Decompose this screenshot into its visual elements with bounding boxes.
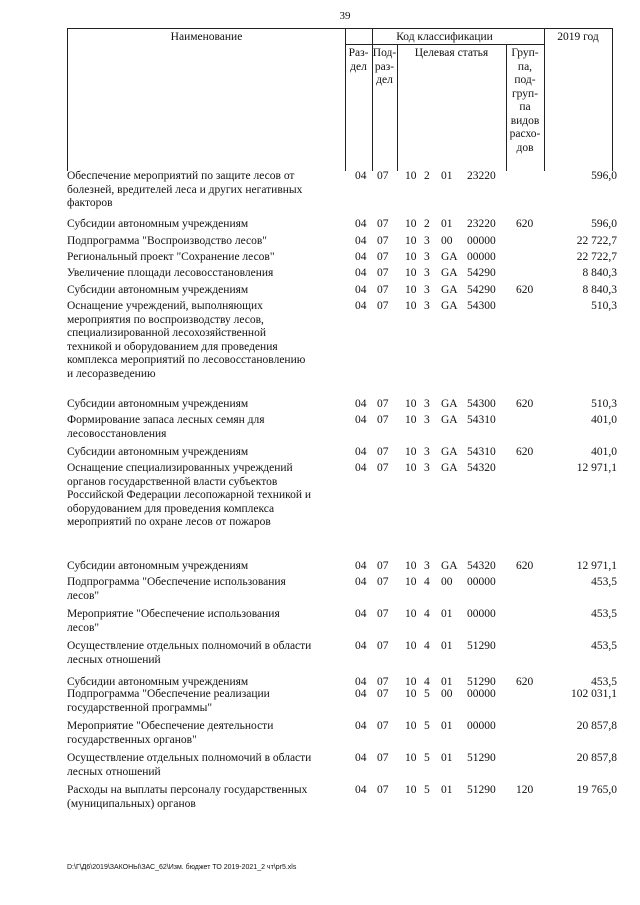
- row-name: Осуществление отдельных полномочий в области лесных отношений: [67, 752, 312, 778]
- cell-measure: GA: [441, 267, 458, 279]
- header-subsection: Под- раз- дел: [372, 47, 397, 86]
- row-name: Подпрограмма "Обеспечение реализации государственной программы": [67, 688, 270, 714]
- cell-podrazdel: 07: [377, 300, 389, 312]
- cell-amount: 19 765,0: [576, 784, 617, 796]
- cell-program: 10: [405, 284, 417, 296]
- col-divider: [544, 29, 545, 171]
- cell-razdel: 04: [355, 462, 367, 474]
- cell-razdel: 04: [355, 784, 367, 796]
- cell-podrazdel: 07: [377, 640, 389, 652]
- cell-amount: 453,5: [591, 640, 617, 652]
- cell-direction: 00000: [467, 720, 496, 732]
- cell-program: 10: [405, 414, 417, 426]
- cell-measure: 00: [441, 235, 453, 247]
- cell-expense-type: 620: [516, 676, 534, 688]
- cell-razdel: 04: [355, 300, 367, 312]
- cell-razdel: 04: [355, 284, 367, 296]
- cell-amount: 8 840,3: [582, 267, 617, 279]
- cell-direction: 54300: [467, 398, 496, 410]
- cell-subprogram: 3: [424, 560, 430, 572]
- cell-direction: 51290: [467, 752, 496, 764]
- row-name: Формирование запаса лесных семян для лесовосстановления: [67, 414, 265, 440]
- cell-amount: 401,0: [591, 446, 617, 458]
- cell-subprogram: 5: [424, 720, 430, 732]
- cell-program: 10: [405, 446, 417, 458]
- row-name: Субсидии автономным учреждениям: [67, 676, 249, 688]
- cell-program: 10: [405, 576, 417, 588]
- row-name: Субсидии автономным учреждениям: [67, 284, 249, 296]
- row-name: Осуществление отдельных полномочий в области лесных отношений: [67, 640, 312, 666]
- cell-razdel: 04: [355, 752, 367, 764]
- cell-subprogram: 4: [424, 576, 430, 588]
- row-name: Субсидии автономным учреждениям: [67, 560, 249, 572]
- cell-amount: 453,5: [591, 676, 617, 688]
- cell-amount: 12 971,1: [576, 462, 617, 474]
- row-name: Оснащение учреждений, выполняющих мероприятия по воспроизводству лесов, специализированной лесохозяйственной техникой и оборудованием для проведения комплекса мероприятий по лесовосстановлению и лесоразведению: [67, 300, 306, 380]
- row-name: Оснащение специализированных учреждений органов государственной власти субъектов Российской Федерации лесопожарной техникой и оборудованием для проведения комплекса мероприятий по охране лесов от пожаров: [67, 462, 312, 529]
- cell-program: 10: [405, 235, 417, 247]
- cell-measure: 01: [441, 170, 453, 182]
- cell-subprogram: 2: [424, 170, 430, 182]
- cell-direction: 23220: [467, 218, 496, 230]
- cell-program: 10: [405, 640, 417, 652]
- cell-subprogram: 3: [424, 267, 430, 279]
- header-year: 2019 год: [557, 31, 599, 43]
- cell-podrazdel: 07: [377, 446, 389, 458]
- cell-direction: 54310: [467, 446, 496, 458]
- cell-podrazdel: 07: [377, 676, 389, 688]
- row-name: Субсидии автономным учреждениям: [67, 398, 249, 410]
- col-divider: [397, 45, 398, 171]
- cell-subprogram: 3: [424, 414, 430, 426]
- cell-program: 10: [405, 676, 417, 688]
- cell-razdel: 04: [355, 267, 367, 279]
- cell-razdel: 04: [355, 170, 367, 182]
- row-name: Субсидии автономным учреждениям: [67, 446, 249, 458]
- row-name: Подпрограмма "Воспроизводство лесов": [67, 235, 267, 247]
- cell-measure: 01: [441, 640, 453, 652]
- cell-direction: 00000: [467, 576, 496, 588]
- cell-podrazdel: 07: [377, 398, 389, 410]
- table-header: [67, 28, 613, 171]
- cell-measure: 01: [441, 784, 453, 796]
- cell-razdel: 04: [355, 608, 367, 620]
- cell-amount: 20 857,8: [576, 720, 617, 732]
- cell-subprogram: 2: [424, 218, 430, 230]
- cell-amount: 8 840,3: [582, 284, 617, 296]
- cell-razdel: 04: [355, 676, 367, 688]
- cell-amount: 596,0: [591, 170, 617, 182]
- cell-podrazdel: 07: [377, 235, 389, 247]
- cell-subprogram: 3: [424, 284, 430, 296]
- cell-razdel: 04: [355, 446, 367, 458]
- cell-program: 10: [405, 170, 417, 182]
- cell-program: 10: [405, 251, 417, 263]
- cell-podrazdel: 07: [377, 752, 389, 764]
- row-name: Мероприятие "Обеспечение использования лесов": [67, 608, 280, 634]
- cell-direction: 00000: [467, 235, 496, 247]
- cell-measure: GA: [441, 446, 458, 458]
- cell-direction: 00000: [467, 608, 496, 620]
- cell-expense-type: 620: [516, 284, 534, 296]
- cell-measure: 01: [441, 218, 453, 230]
- cell-direction: 51290: [467, 676, 496, 688]
- row-name: Обеспечение мероприятий по защите лесов от болезней, вредителей леса и других негативных факторов: [67, 170, 303, 210]
- cell-podrazdel: 07: [377, 576, 389, 588]
- header-code-group: Код классификации: [396, 31, 493, 43]
- cell-podrazdel: 07: [377, 560, 389, 572]
- cell-expense-type: 620: [516, 446, 534, 458]
- cell-subprogram: 5: [424, 784, 430, 796]
- cell-program: 10: [405, 608, 417, 620]
- cell-razdel: 04: [355, 414, 367, 426]
- cell-podrazdel: 07: [377, 462, 389, 474]
- cell-direction: 54320: [467, 462, 496, 474]
- cell-direction: 54290: [467, 284, 496, 296]
- cell-program: 10: [405, 752, 417, 764]
- cell-podrazdel: 07: [377, 608, 389, 620]
- row-name: Расходы на выплаты персоналу государственных (муниципальных) органов: [67, 784, 308, 810]
- cell-razdel: 04: [355, 398, 367, 410]
- cell-razdel: 04: [355, 720, 367, 732]
- header-section: Раз- дел: [348, 47, 369, 73]
- cell-subprogram: 4: [424, 676, 430, 688]
- header-group: Груп- па, под- груп- па видов расхо- дов: [509, 47, 541, 154]
- cell-measure: 01: [441, 752, 453, 764]
- cell-podrazdel: 07: [377, 284, 389, 296]
- cell-subprogram: 3: [424, 398, 430, 410]
- cell-measure: 01: [441, 676, 453, 688]
- row-name: Региональный проект "Сохранение лесов": [67, 251, 275, 263]
- cell-direction: 00000: [467, 251, 496, 263]
- cell-direction: 51290: [467, 640, 496, 652]
- cell-program: 10: [405, 720, 417, 732]
- cell-subprogram: 3: [424, 300, 430, 312]
- cell-razdel: 04: [355, 688, 367, 700]
- row-name: Мероприятие "Обеспечение деятельности государственных органов": [67, 720, 274, 746]
- cell-program: 10: [405, 462, 417, 474]
- cell-amount: 510,3: [591, 300, 617, 312]
- cell-amount: 510,3: [591, 398, 617, 410]
- cell-amount: 453,5: [591, 576, 617, 588]
- cell-program: 10: [405, 784, 417, 796]
- cell-measure: GA: [441, 560, 458, 572]
- cell-amount: 20 857,8: [576, 752, 617, 764]
- cell-measure: 00: [441, 576, 453, 588]
- cell-amount: 401,0: [591, 414, 617, 426]
- cell-amount: 22 722,7: [576, 251, 617, 263]
- cell-measure: 00: [441, 688, 453, 700]
- cell-measure: GA: [441, 300, 458, 312]
- cell-direction: 23220: [467, 170, 496, 182]
- header-name: Наименование: [170, 31, 243, 43]
- cell-subprogram: 3: [424, 446, 430, 458]
- page-number: 39: [339, 10, 351, 22]
- cell-measure: GA: [441, 414, 458, 426]
- cell-direction: 54310: [467, 414, 496, 426]
- cell-direction: 54300: [467, 300, 496, 312]
- cell-razdel: 04: [355, 235, 367, 247]
- cell-podrazdel: 07: [377, 218, 389, 230]
- cell-expense-type: 620: [516, 560, 534, 572]
- cell-podrazdel: 07: [377, 170, 389, 182]
- cell-razdel: 04: [355, 560, 367, 572]
- cell-program: 10: [405, 267, 417, 279]
- cell-measure: GA: [441, 284, 458, 296]
- cell-measure: GA: [441, 462, 458, 474]
- cell-expense-type: 620: [516, 218, 534, 230]
- cell-podrazdel: 07: [377, 414, 389, 426]
- cell-razdel: 04: [355, 576, 367, 588]
- row-name: Субсидии автономным учреждениям: [67, 218, 249, 230]
- cell-program: 10: [405, 560, 417, 572]
- cell-amount: 102 031,1: [571, 688, 617, 700]
- cell-measure: GA: [441, 398, 458, 410]
- cell-measure: 01: [441, 608, 453, 620]
- cell-direction: 51290: [467, 784, 496, 796]
- cell-podrazdel: 07: [377, 720, 389, 732]
- cell-expense-type: 120: [516, 784, 534, 796]
- cell-measure: GA: [441, 251, 458, 263]
- cell-program: 10: [405, 398, 417, 410]
- cell-amount: 22 722,7: [576, 235, 617, 247]
- cell-amount: 453,5: [591, 608, 617, 620]
- row-name: Увеличение площади лесовосстановления: [67, 267, 274, 279]
- row-name: Подпрограмма "Обеспечение использования лесов": [67, 576, 286, 602]
- file-path-footer: D:\Г\Д6\2019\ЗАКОНЫ\ЗАС_62\Изм. бюджет ТО 2019-2021_2 чт\pr5.xls: [67, 864, 297, 871]
- cell-razdel: 04: [355, 640, 367, 652]
- header-target: Целевая статья: [414, 47, 489, 59]
- cell-subprogram: 4: [424, 640, 430, 652]
- cell-podrazdel: 07: [377, 267, 389, 279]
- cell-expense-type: 620: [516, 398, 534, 410]
- cell-program: 10: [405, 688, 417, 700]
- cell-subprogram: 4: [424, 608, 430, 620]
- cell-program: 10: [405, 300, 417, 312]
- cell-podrazdel: 07: [377, 251, 389, 263]
- cell-podrazdel: 07: [377, 688, 389, 700]
- cell-subprogram: 5: [424, 752, 430, 764]
- cell-direction: 54290: [467, 267, 496, 279]
- cell-program: 10: [405, 218, 417, 230]
- cell-subprogram: 3: [424, 235, 430, 247]
- cell-razdel: 04: [355, 218, 367, 230]
- cell-direction: 54320: [467, 560, 496, 572]
- cell-razdel: 04: [355, 251, 367, 263]
- cell-amount: 596,0: [591, 218, 617, 230]
- cell-amount: 12 971,1: [576, 560, 617, 572]
- cell-podrazdel: 07: [377, 784, 389, 796]
- cell-subprogram: 3: [424, 251, 430, 263]
- cell-subprogram: 3: [424, 462, 430, 474]
- cell-direction: 00000: [467, 688, 496, 700]
- cell-subprogram: 5: [424, 688, 430, 700]
- cell-measure: 01: [441, 720, 453, 732]
